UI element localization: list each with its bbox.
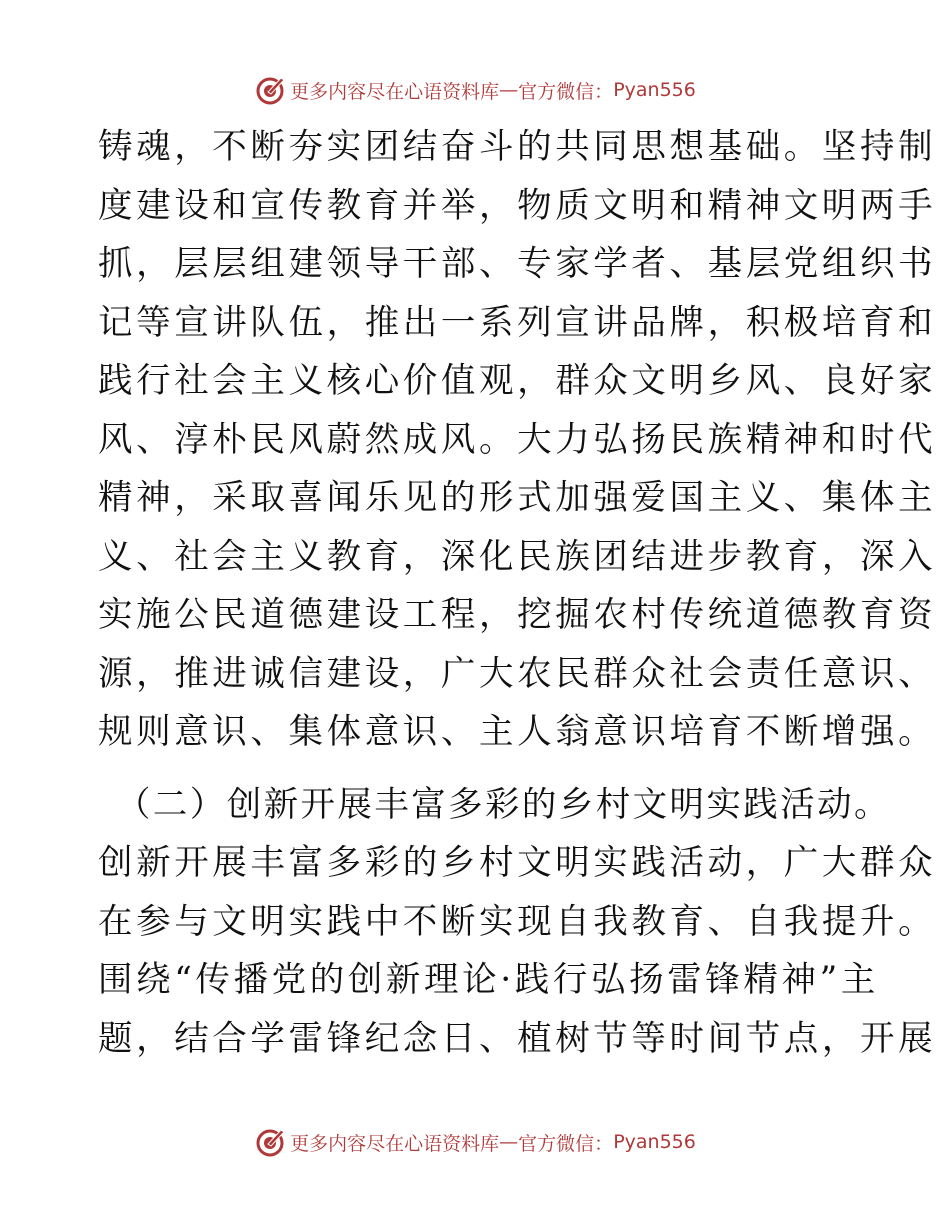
text-line: 记等宣讲队伍，推出一系列宣讲品牌，积极培育和 — [98, 302, 937, 343]
text-line: 实施公民道德建设工程，挖掘农村传统道德教育资 — [98, 595, 937, 635]
document-body — [98, 118, 937, 1068]
watermark-contact-label: 官方微信： — [518, 1132, 614, 1155]
pen-circle-logo-icon — [254, 74, 286, 106]
watermark-contact-label: 官方微信： — [518, 80, 614, 103]
watermark-brand: 更多内容尽在心语资料库 — [290, 1132, 500, 1155]
watermark-contact-id: Pyan556 — [613, 79, 696, 101]
text-line: 源，推进诚信建设，广大农民群众社会责任意识、 — [98, 653, 937, 694]
text-line: 题，结合学雷锋纪念日、植树节等时间节点，开展 — [98, 1018, 937, 1059]
text-line: 践行社会主义核心价值观，群众文明乡风、良好家 — [98, 361, 937, 401]
text-line: 抓，层层组建领导干部、专家学者、基层党组织书 — [98, 244, 937, 284]
text-line: 围绕“传播党的创新理论·践行弘扬雷锋精神”主 — [98, 960, 879, 1000]
section-heading: （二）创新开展丰富多彩的乡村文明实践活动。 — [116, 784, 891, 825]
text-line: 铸魂，不断夯实团结奋斗的共同思想基础。坚持制 — [98, 127, 937, 167]
text-line: 规则意识、集体意识、主人翁意识培育不断增强。 — [98, 712, 937, 752]
pen-circle-logo-icon — [254, 1126, 286, 1158]
text-line: 风、淳朴民风蔚然成风。大力弘扬民族精神和时代 — [98, 419, 937, 460]
footer-watermark — [0, 1124, 950, 1160]
watermark-brand: 更多内容尽在心语资料库 — [290, 80, 500, 103]
watermark-dash: — — [499, 1131, 519, 1153]
text-line: 创新开展丰富多彩的乡村文明实践活动，广大群众 — [98, 843, 937, 883]
text-line: 精神，采取喜闻乐见的形式加强爱国主义、集体主 — [98, 478, 937, 518]
text-line: 义、社会主义教育，深化民族团结进步教育，深入 — [98, 536, 937, 577]
watermark-contact-id: Pyan556 — [613, 1131, 696, 1153]
header-watermark — [0, 72, 950, 108]
text-line: 在参与文明实践中不断实现自我教育、自我提升。 — [98, 901, 937, 942]
watermark-dash: — — [499, 79, 519, 101]
text-line: 度建设和宣传教育并举，物质文明和精神文明两手 — [98, 185, 937, 226]
